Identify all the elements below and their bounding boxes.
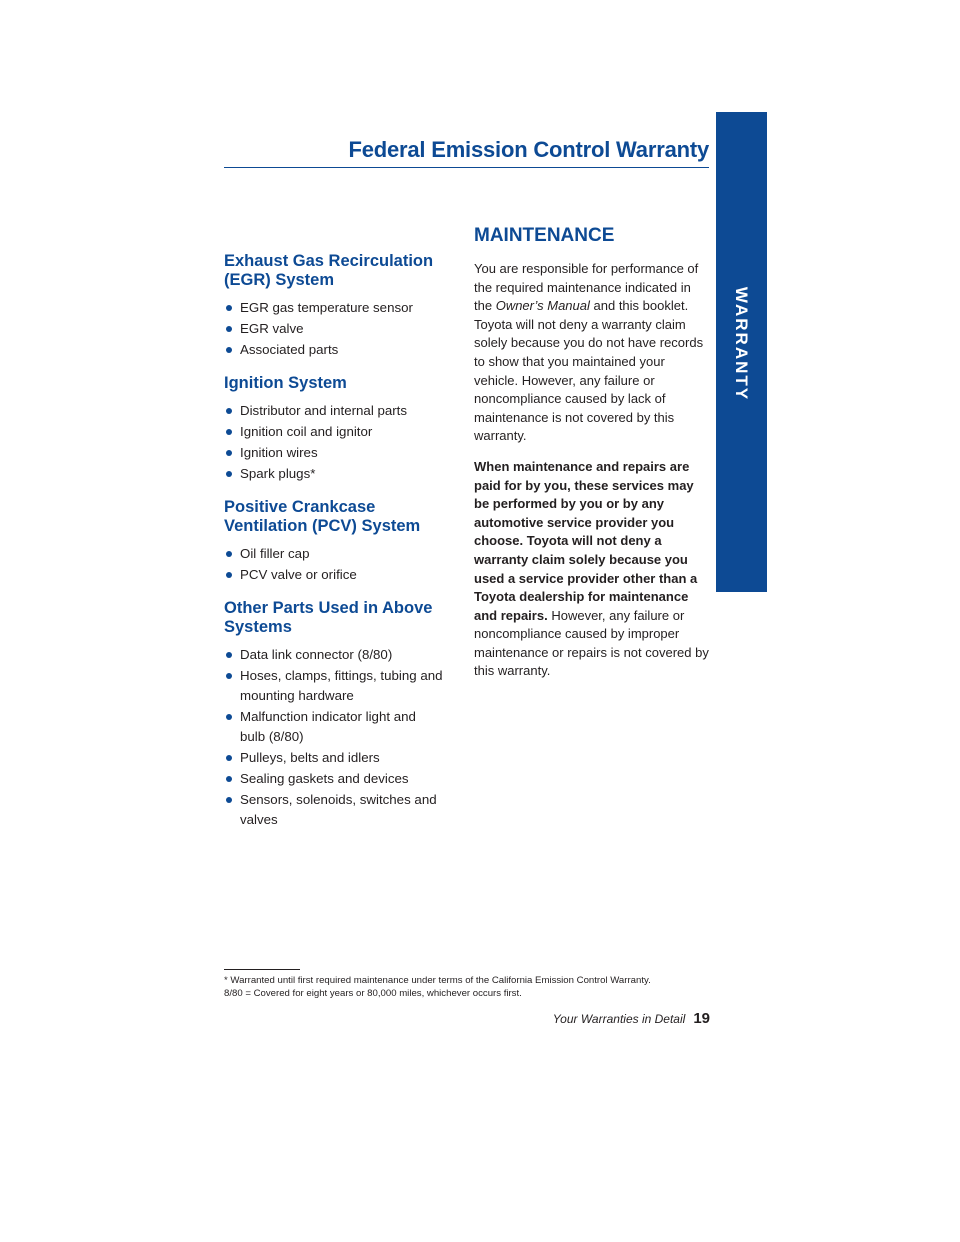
list-item: Data link connector (8/80) xyxy=(224,645,444,665)
bullet-icon xyxy=(226,429,232,435)
footnote-8-80: 8/80 = Covered for eight years or 80,000 miles, whichever occurs first. xyxy=(224,987,522,999)
bullet-icon xyxy=(226,652,232,658)
maintenance-column xyxy=(474,224,710,693)
list-item: Pulleys, belts and idlers xyxy=(224,748,444,768)
section-other-parts xyxy=(224,599,444,830)
bullet-list xyxy=(224,401,444,484)
section-heading: Positive Crankcase Ventilation (PCV) System xyxy=(224,498,421,535)
page-number: 19 xyxy=(693,1010,710,1027)
list-item: Hoses, clamps, fittings, tubing and mounting hardware xyxy=(224,666,444,706)
footnotes xyxy=(224,975,651,1000)
page-footer xyxy=(553,1010,710,1027)
list-item: Ignition coil and ignitor xyxy=(224,422,444,442)
parts-column xyxy=(224,252,444,831)
section-heading: Other Parts Used in Above Systems xyxy=(224,599,433,636)
bullet-icon xyxy=(226,714,232,720)
bullet-icon xyxy=(226,450,232,456)
bullet-list xyxy=(224,645,444,830)
list-item: Distributor and internal parts xyxy=(224,401,444,421)
list-item: PCV valve or orifice xyxy=(224,565,444,585)
page-title: Federal Emission Control Warranty xyxy=(348,137,709,162)
list-item: Oil filler cap xyxy=(224,544,444,564)
side-tab xyxy=(716,112,767,592)
bullet-icon xyxy=(226,305,232,311)
owners-manual-title: Owner’s Manual xyxy=(495,298,590,314)
footnote-spark-plugs: * Warranted until first required maintenance under terms of the California Emission Control Warranty. xyxy=(224,975,651,986)
section-pcv xyxy=(224,498,444,585)
list-item: EGR gas temperature sensor xyxy=(224,298,444,318)
section-ignition xyxy=(224,374,444,484)
list-item: Malfunction indicator light and bulb (8/80) xyxy=(224,707,444,747)
section-heading: Exhaust Gas Recirculation (EGR) System xyxy=(224,252,434,289)
bullet-icon xyxy=(226,776,232,782)
bullet-icon xyxy=(226,572,232,578)
bullet-icon xyxy=(226,551,232,557)
bullet-icon xyxy=(226,326,232,332)
section-egr xyxy=(224,252,444,360)
list-item: Ignition wires xyxy=(224,443,444,463)
list-item: Spark plugs* xyxy=(224,464,444,484)
footer-label: Your Warranties in Detail xyxy=(552,1012,686,1026)
bullet-icon xyxy=(226,471,232,477)
bullet-icon xyxy=(226,797,232,803)
maintenance-heading: MAINTENANCE xyxy=(474,225,615,246)
list-item: Associated parts xyxy=(224,340,444,360)
footnote-rule xyxy=(224,969,300,970)
header-rule xyxy=(224,167,709,168)
bullet-icon xyxy=(226,347,232,353)
bullet-icon xyxy=(226,755,232,761)
bullet-icon xyxy=(226,408,232,414)
list-item: Sensors, solenoids, switches and valves xyxy=(224,790,444,830)
section-heading: Ignition System xyxy=(224,374,347,392)
bullet-list xyxy=(224,298,444,360)
list-item: EGR valve xyxy=(224,319,444,339)
bullet-icon xyxy=(226,673,232,679)
side-tab-label: WARRANTY xyxy=(732,286,751,402)
bullet-list xyxy=(224,544,444,585)
list-item: Sealing gaskets and devices xyxy=(224,769,444,789)
maintenance-paragraph: You are responsible for performance of the required maintenance indicated in the Owner’s Manual and this booklet. Toyota will not deny a warranty claim solely because you do not have records to show that you maintained your vehicle. However, any failure or noncompliance caused by lack of maintenance is not covered by this warranty. xyxy=(474,261,704,444)
maintenance-repairs-paragraph: When maintenance and repairs are paid for by you, these services may be performed by you or by any automotive service provider you choose. Toyota will not deny a warranty claim solely because you used a service provider other than a Toyota dealership for maintenance and repairs. However, any failure or noncompliance caused by improper maintenance or repairs is not covered by this warranty. xyxy=(474,458,709,679)
page-header xyxy=(224,136,709,168)
